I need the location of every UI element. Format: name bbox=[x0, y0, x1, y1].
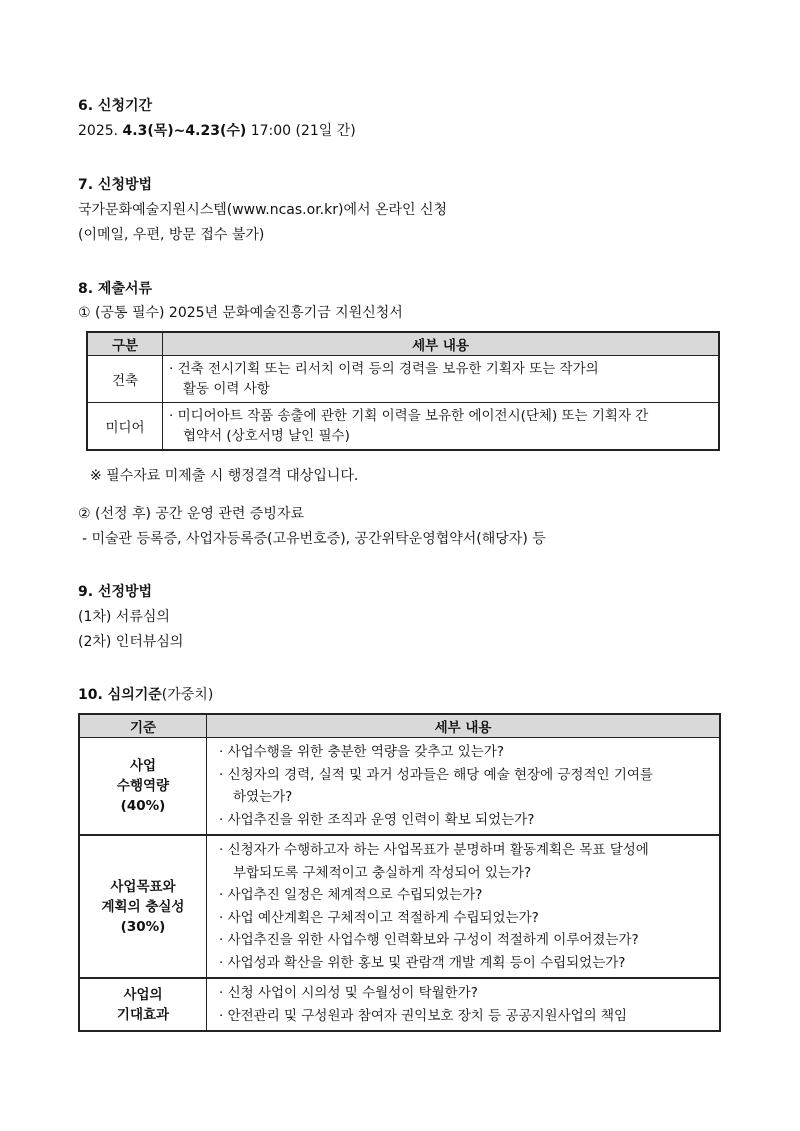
detail-line: · 신청 사업이 시의성 및 수월성이 탁월한가? bbox=[219, 985, 478, 1001]
detail-line: · 사업수행을 위한 충분한 역량을 갖추고 있는가? bbox=[219, 744, 504, 760]
criteria-line: 사업의 bbox=[123, 986, 163, 1003]
criteria-line: 사업목표와 bbox=[110, 878, 176, 895]
table-row bbox=[79, 835, 720, 978]
detail-line: · 사업추진 일정은 체계적으로 수립되었는가? bbox=[219, 887, 483, 903]
row-criteria bbox=[79, 738, 207, 836]
criteria-line: 수행역량 bbox=[116, 778, 170, 794]
section-6-title: 6. 신청기간 bbox=[78, 98, 153, 114]
section-7-line2: (이메일, 우편, 방문 접수 불가) bbox=[78, 227, 265, 243]
section-9-line2: (2차) 인터뷰심의 bbox=[78, 634, 184, 650]
section-8-item1: ① (공통 필수) 2025년 문화예술진흥기금 지원신청서 bbox=[78, 305, 403, 321]
section-6-period bbox=[78, 121, 356, 141]
table-row bbox=[79, 978, 720, 1031]
detail-line: 활동 이력 사항 bbox=[183, 381, 270, 397]
section-9-line1: (1차) 서류심의 bbox=[78, 609, 170, 625]
section-8-item2: ② (선정 후) 공간 운영 관련 증빙자료 bbox=[78, 506, 304, 522]
detail-line: 협약서 (상호서명 날인 필수) bbox=[183, 428, 350, 444]
row-details bbox=[207, 835, 721, 978]
criteria-table bbox=[78, 713, 721, 1032]
detail-line: · 건축 전시기획 또는 리서치 이력 등의 경력을 보유한 기획자 또는 작가의 bbox=[169, 361, 599, 377]
criteria-line: 기대효과 bbox=[116, 1006, 170, 1023]
row-details bbox=[163, 356, 720, 403]
row-details bbox=[163, 403, 720, 451]
section-10-title: 10. 심의기준 bbox=[78, 687, 162, 703]
section-7-title: 7. 신청방법 bbox=[78, 177, 153, 193]
detail-line: · 안전관리 및 구성원과 참여자 권익보호 장치 등 공공지원사업의 책임 bbox=[219, 1007, 628, 1024]
documents-table bbox=[86, 331, 720, 451]
detail-line: · 사업추진을 위한 조직과 운영 인력이 확보 되었는가? bbox=[219, 811, 535, 828]
section-8-title: 8. 제출서류 bbox=[78, 281, 153, 297]
section-8-note: ※ 필수자료 미제출 시 행정결격 대상입니다. bbox=[90, 468, 359, 484]
criteria-table-header bbox=[79, 714, 720, 738]
section-8-item2-sub: - 미술관 등록증, 사업자등록증(고유번호증), 공간위탁운영협약서(해당자) 등 bbox=[82, 531, 546, 547]
period-year: 2025. bbox=[78, 123, 119, 139]
table-row bbox=[79, 738, 720, 836]
period-dates: 4.3(목)~4.23(수) bbox=[122, 123, 247, 139]
section-10-heading bbox=[78, 685, 213, 705]
criteria-line: 사업 bbox=[129, 758, 157, 774]
header-details: 세부 내용 bbox=[163, 332, 720, 356]
detail-line: · 사업성과 확산을 위한 홍보 및 관람객 개발 계획 등이 수립되었는가? bbox=[219, 954, 626, 971]
detail-line: · 신청자의 경력, 실적 및 과거 성과들은 해당 예술 현장에 긍정적인 기여를 bbox=[219, 766, 653, 783]
header-criteria: 기준 bbox=[79, 714, 207, 738]
criteria-line: 계획의 충실성 bbox=[101, 898, 185, 915]
detail-line: · 신청자가 수행하고자 하는 사업목표가 분명하며 활동계획은 목표 달성에 bbox=[219, 842, 649, 858]
criteria-weight: (30%) bbox=[120, 918, 166, 935]
detail-line: · 사업 예산계획은 구체적이고 적절하게 수립되었는가? bbox=[219, 909, 539, 926]
header-category: 구분 bbox=[87, 332, 163, 356]
section-10-title-suffix: (가중치) bbox=[161, 687, 214, 703]
row-criteria bbox=[79, 835, 207, 978]
period-time: 17:00 (21일 간) bbox=[250, 123, 356, 139]
row-details bbox=[207, 738, 721, 836]
table-row bbox=[87, 356, 719, 403]
documents-table-header bbox=[87, 332, 719, 356]
table-row bbox=[87, 403, 719, 451]
row-category: 미디어 bbox=[87, 403, 163, 451]
detail-line: · 사업추진을 위한 사업수행 인력확보와 구성이 적절하게 이루어졌는가? bbox=[219, 932, 639, 948]
header-details: 세부 내용 bbox=[207, 714, 721, 738]
criteria-weight: (40%) bbox=[120, 798, 166, 814]
detail-line: 하였는가? bbox=[233, 789, 293, 805]
section-9-title: 9. 선정방법 bbox=[78, 584, 153, 600]
detail-line: · 미디어아트 작품 송출에 관한 기획 이력을 보유한 에이전시(단체) 또는 기획자 간 bbox=[169, 408, 649, 424]
row-criteria bbox=[79, 978, 207, 1031]
row-category: 건축 bbox=[87, 356, 163, 403]
section-7-line1: 국가문화예술지원시스템(www.ncas.or.kr)에서 온라인 신청 bbox=[78, 202, 448, 218]
detail-line: 부합되도록 구체적이고 충실하게 작성되어 있는가? bbox=[233, 864, 532, 881]
row-details bbox=[207, 978, 721, 1031]
